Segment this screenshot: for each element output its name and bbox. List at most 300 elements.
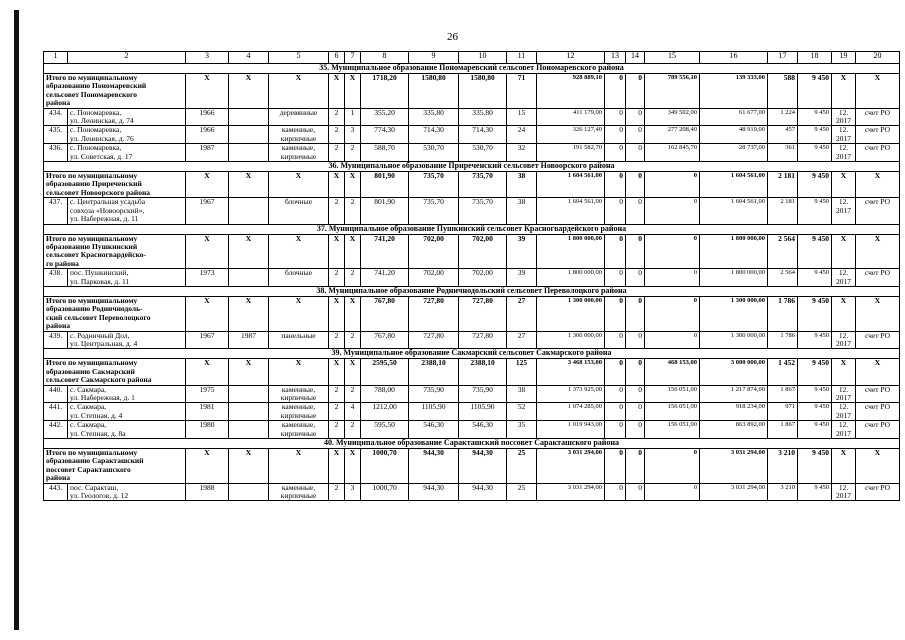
address-cell-line: с. Сакмара, [70, 420, 107, 430]
table-row [44, 269, 900, 287]
scan-left-margin [0, 0, 24, 640]
entrances-cell: 2 [345, 421, 361, 439]
private-area-cell: 530,70 [459, 144, 507, 162]
owners-cell: 48 919,00 [700, 126, 768, 144]
private-area-cell: 735,70 [459, 198, 507, 224]
entrances-cell: 2 [345, 198, 361, 224]
total-x-cell: X [269, 359, 329, 385]
row-number-cell: 441. [44, 403, 68, 421]
total-living-area-cell: 735,70 [409, 172, 459, 198]
address-cell [68, 144, 186, 162]
total-x-cell: X [329, 359, 345, 385]
table-row [44, 108, 900, 126]
column-number-cell: 19 [832, 52, 856, 64]
entrances-cell: 1 [345, 108, 361, 126]
deadline-cell-line: 12. [838, 420, 849, 430]
deadline-cell-line: 12. [838, 331, 849, 340]
build-year-cell: 1967 [186, 198, 229, 224]
deadline-cell [832, 269, 856, 287]
deadline-cell-line: 12. [838, 125, 849, 135]
section-title-row [44, 64, 900, 74]
total-residents-cell: 71 [507, 74, 537, 109]
total-local-cell: 0 [645, 234, 700, 269]
total-cost-cell: 3 031 294,00 [537, 449, 605, 484]
section-title-row [44, 286, 900, 296]
column-number-cell: 8 [361, 52, 409, 64]
living-area-cell: 546,30 [409, 421, 459, 439]
build-year-cell: 1980 [186, 421, 229, 439]
total-private-area-cell: 944,30 [459, 449, 507, 484]
budget-cell: 0 [626, 331, 645, 349]
column-number-cell: 14 [626, 52, 645, 64]
total-name-cell-line: образованию Саракташский [46, 456, 144, 466]
total-x-cell: X [329, 172, 345, 198]
total-name-cell-line: поссовет Саракташского [46, 464, 131, 474]
total-name-cell-line: образованию Приреченский [46, 179, 142, 189]
total-x-cell: X [229, 359, 269, 385]
cost-cell: 1 800 000,00 [537, 269, 605, 287]
unit-cost-cell: 971 [768, 403, 798, 421]
cost-cell: 1 604 561,00 [537, 198, 605, 224]
total-name-cell-line: сельсовет Новоорского района [46, 187, 151, 197]
column-number-cell: 18 [798, 52, 832, 64]
total-name-cell [44, 359, 186, 385]
total-limit-cell: 9 450 [798, 449, 832, 484]
wall-material-cell-line: каменные, [281, 402, 316, 412]
total-name-cell [44, 172, 186, 198]
total-name-cell-line: Итого по муниципальному [46, 358, 138, 368]
method-cell: счет РО [856, 385, 900, 403]
address-cell [68, 269, 186, 287]
address-cell-line: ул. Советская, д. 17 [70, 151, 133, 161]
limit-cell: 9 450 [798, 126, 832, 144]
deadline-cell [832, 108, 856, 126]
total-fund-cell: 0 [605, 234, 626, 269]
section-total-row [44, 296, 900, 331]
unit-cost-cell: 1 224 [768, 108, 798, 126]
total-living-area-cell: 727,80 [409, 296, 459, 331]
total-name-cell-line: сельсовет Красногвардейско- [46, 250, 147, 260]
private-area-cell: 714,30 [459, 126, 507, 144]
area-cell: 595,50 [361, 421, 409, 439]
local-cell: 277 208,40 [645, 126, 700, 144]
total-x-cell: X [186, 449, 229, 484]
total-method-cell: X [856, 172, 900, 198]
total-owners-cell: 1 800 000,00 [700, 234, 768, 269]
total-limit-cell: 9 450 [798, 74, 832, 109]
wall-material-cell-line: каменные, [281, 385, 316, 394]
total-unit-cost-cell: 3 210 [768, 449, 798, 484]
total-x-cell: X [186, 74, 229, 109]
column-number-cell: 3 [186, 52, 229, 64]
total-name-cell-line: сельсовет Пономаревского [46, 89, 137, 99]
unit-cost-cell: 2 564 [768, 269, 798, 287]
section-total-row [44, 234, 900, 269]
wall-material-cell-line: каменные, [281, 125, 316, 135]
area-cell: 767,80 [361, 331, 409, 349]
total-unit-cost-cell: 2 181 [768, 172, 798, 198]
build-year-cell: 1988 [186, 483, 229, 501]
floors-cell: 2 [329, 331, 345, 349]
column-number-cell: 11 [507, 52, 537, 64]
section-total-row [44, 172, 900, 198]
total-private-area-cell: 2388,10 [459, 359, 507, 385]
fund-cell: 0 [605, 385, 626, 403]
deadline-cell [832, 144, 856, 162]
section-total-row [44, 359, 900, 385]
last-repair-year-cell [229, 144, 269, 162]
address-cell-line: ул. Степная, д. 8а [70, 428, 126, 438]
wall-material-cell-line: каменные, [281, 483, 316, 492]
total-local-cell: 0 [645, 449, 700, 484]
cost-cell: 326 127,40 [537, 126, 605, 144]
build-year-cell: 1967 [186, 331, 229, 349]
column-number-cell: 20 [856, 52, 900, 64]
address-cell-line: с. Пономаревка, [70, 143, 122, 153]
total-name-cell-line: ский сельсовет Переволоцкого [46, 312, 151, 322]
residents-cell: 24 [507, 126, 537, 144]
last-repair-year-cell [229, 403, 269, 421]
total-fund-cell: 0 [605, 172, 626, 198]
deadline-cell-line: 2017 [836, 276, 851, 286]
total-name-cell-line: Итого по муниципальному [46, 296, 138, 305]
total-name-cell-line: района [46, 98, 71, 108]
row-number-cell: 437. [44, 198, 68, 224]
total-x-cell: X [186, 359, 229, 385]
unit-cost-cell: 1 786 [768, 331, 798, 349]
living-area-cell: 735,90 [409, 385, 459, 403]
cost-cell: 1 019 943,00 [537, 421, 605, 439]
table-row [44, 331, 900, 349]
total-x-cell: X [345, 296, 361, 331]
section-title: 35. Муниципальное образование Пономаревский сельсовет Пономаревского района [44, 64, 900, 74]
last-repair-year-cell: 1987 [229, 331, 269, 349]
unit-cost-cell: 457 [768, 126, 798, 144]
column-number-cell: 5 [269, 52, 329, 64]
living-area-cell: 702,00 [409, 269, 459, 287]
residents-cell: 25 [507, 483, 537, 501]
total-x-cell: X [269, 296, 329, 331]
entrances-cell: 4 [345, 403, 361, 421]
column-number-cell: 4 [229, 52, 269, 64]
last-repair-year-cell [229, 126, 269, 144]
entrances-cell: 3 [345, 483, 361, 501]
private-area-cell: 702,00 [459, 269, 507, 287]
total-name-cell-line: образованию Пушкинский [46, 241, 138, 251]
owners-cell: 1 604 561,00 [700, 198, 768, 224]
deadline-cell-line: 12. [838, 402, 849, 412]
living-area-cell: 727,80 [409, 331, 459, 349]
fund-cell: 0 [605, 144, 626, 162]
living-area-cell: 1105,90 [409, 403, 459, 421]
residents-cell: 39 [507, 269, 537, 287]
residents-cell: 38 [507, 198, 537, 224]
total-fund-cell: 0 [605, 359, 626, 385]
total-local-cell: 468 153,00 [645, 359, 700, 385]
total-area-cell: 741,20 [361, 234, 409, 269]
scan-edge-shadow [14, 10, 19, 630]
address-cell [68, 126, 186, 144]
local-cell: 162 845,70 [645, 144, 700, 162]
total-owners-cell: 1 300 000,00 [700, 296, 768, 331]
limit-cell: 9 450 [798, 385, 832, 403]
wall-material-cell-line: блочные [284, 268, 313, 278]
address-cell [68, 108, 186, 126]
floors-cell: 2 [329, 385, 345, 403]
total-owners-cell: 139 333,00 [700, 74, 768, 109]
total-residents-cell: 27 [507, 296, 537, 331]
total-residents-cell: 125 [507, 359, 537, 385]
column-number-row [44, 52, 900, 64]
table-body [44, 52, 900, 501]
row-number-cell: 438. [44, 269, 68, 287]
deadline-cell-line: 12. [838, 483, 849, 492]
total-x-cell: X [345, 74, 361, 109]
wall-material-cell [269, 483, 329, 501]
address-cell-line: совхоза «Новоорский», [70, 205, 145, 215]
total-unit-cost-cell: 588 [768, 74, 798, 109]
budget-cell: 0 [626, 126, 645, 144]
total-name-cell [44, 296, 186, 331]
area-cell: 741,20 [361, 269, 409, 287]
wall-material-cell-line: панельные [281, 331, 316, 340]
total-budget-cell: 0 [626, 449, 645, 484]
total-x-cell: X [329, 74, 345, 109]
table-row [44, 144, 900, 162]
total-x-cell: X [229, 234, 269, 269]
unit-cost-cell: 1 867 [768, 421, 798, 439]
column-number-cell: 7 [345, 52, 361, 64]
area-cell: 774,30 [361, 126, 409, 144]
entrances-cell: 2 [345, 269, 361, 287]
address-cell-line: ул. Ленинская, д. 74 [70, 116, 134, 126]
deadline-cell [832, 385, 856, 403]
cost-cell: 1 300 000,00 [537, 331, 605, 349]
area-cell: 801,90 [361, 198, 409, 224]
section-title: 37. Муниципальное образование Пушкинский сельсовет Красногвардейского района [44, 224, 900, 234]
total-deadline-cell: X [832, 234, 856, 269]
total-x-cell: X [329, 296, 345, 331]
owners-cell: 1 300 000,00 [700, 331, 768, 349]
total-name-cell-line: Итого по муниципальному [46, 234, 138, 243]
budget-cell: 0 [626, 483, 645, 501]
wall-material-cell [269, 385, 329, 403]
wall-material-cell [269, 108, 329, 126]
method-cell: счет РО [856, 108, 900, 126]
last-repair-year-cell [229, 108, 269, 126]
owners-cell: 863 892,00 [700, 421, 768, 439]
address-cell-line: ул. Набережная, д. 1 [70, 393, 135, 402]
address-cell-line: пос. Саракташ, [70, 483, 119, 492]
total-fund-cell: 0 [605, 74, 626, 109]
deadline-cell-line: 2017 [836, 393, 851, 402]
total-owners-cell: 1 604 561,00 [700, 172, 768, 198]
cost-cell: 3 031 294,00 [537, 483, 605, 501]
total-living-area-cell: 944,30 [409, 449, 459, 484]
address-cell-line: ул. Набережная, д. 11 [70, 214, 139, 224]
local-cell: 156 051,00 [645, 385, 700, 403]
living-area-cell: 714,30 [409, 126, 459, 144]
limit-cell: 9 450 [798, 403, 832, 421]
address-cell-line: пос. Пушкинский, [70, 268, 129, 278]
deadline-cell-line: 2017 [836, 116, 851, 126]
total-private-area-cell: 702,00 [459, 234, 507, 269]
area-cell: 1000,70 [361, 483, 409, 501]
total-x-cell: X [229, 449, 269, 484]
floors-cell: 2 [329, 108, 345, 126]
private-area-cell: 546,30 [459, 421, 507, 439]
total-x-cell: X [345, 359, 361, 385]
total-x-cell: X [345, 172, 361, 198]
address-cell-line: ул. Парковая, д. 11 [70, 276, 130, 286]
fund-cell: 0 [605, 403, 626, 421]
deadline-cell [832, 403, 856, 421]
address-cell [68, 421, 186, 439]
cost-cell: 1 373 925,00 [537, 385, 605, 403]
wall-material-cell [269, 126, 329, 144]
total-name-cell-line: Итого по муниципальному [46, 73, 138, 82]
wall-material-cell [269, 421, 329, 439]
wall-material-cell-line: кирпичные [280, 151, 317, 161]
total-x-cell: X [269, 234, 329, 269]
total-area-cell: 1718,20 [361, 74, 409, 109]
private-area-cell: 735,90 [459, 385, 507, 403]
section-title-row [44, 349, 900, 359]
deadline-cell-line: 2017 [836, 151, 851, 161]
deadline-cell-line: 12. [838, 197, 849, 207]
method-cell: счет РО [856, 483, 900, 501]
last-repair-year-cell [229, 483, 269, 501]
total-area-cell: 2595,50 [361, 359, 409, 385]
total-unit-cost-cell: 1 452 [768, 359, 798, 385]
total-name-cell-line: образованию Родничнодоль- [46, 304, 143, 314]
total-owners-cell: 3 000 000,00 [700, 359, 768, 385]
total-x-cell: X [186, 234, 229, 269]
last-repair-year-cell [229, 421, 269, 439]
total-owners-cell: 3 031 294,00 [700, 449, 768, 484]
address-cell [68, 198, 186, 224]
total-residents-cell: 25 [507, 449, 537, 484]
total-deadline-cell: X [832, 296, 856, 331]
deadline-cell-line: 2017 [836, 205, 851, 215]
total-deadline-cell: X [832, 449, 856, 484]
wall-material-cell-line: деревянные [279, 108, 318, 117]
owners-cell: 1 800 000,00 [700, 269, 768, 287]
private-area-cell: 727,80 [459, 331, 507, 349]
deadline-cell-line: 2017 [836, 428, 851, 438]
deadline-cell-line: 2017 [836, 410, 851, 420]
total-living-area-cell: 1580,80 [409, 74, 459, 109]
residents-cell: 15 [507, 108, 537, 126]
budget-cell: 0 [626, 198, 645, 224]
table-row [44, 126, 900, 144]
total-x-cell: X [229, 172, 269, 198]
total-x-cell: X [345, 449, 361, 484]
total-x-cell: X [229, 296, 269, 331]
total-name-cell [44, 74, 186, 109]
section-title: 40. Муниципальное образование Саракташский поссовет Саракташского района [44, 439, 900, 449]
total-name-cell-line: го района [46, 258, 79, 268]
wall-material-cell [269, 403, 329, 421]
entrances-cell: 2 [345, 385, 361, 403]
wall-material-cell [269, 331, 329, 349]
column-number-cell: 10 [459, 52, 507, 64]
total-name-cell-line: образованию Пономаревский [46, 81, 147, 91]
local-cell: 156 051,00 [645, 403, 700, 421]
total-deadline-cell: X [832, 74, 856, 109]
residents-cell: 27 [507, 331, 537, 349]
total-budget-cell: 0 [626, 234, 645, 269]
unit-cost-cell: 3 210 [768, 483, 798, 501]
owners-cell: 1 217 874,00 [700, 385, 768, 403]
wall-material-cell-line: кирпичные [280, 428, 317, 438]
wall-material-cell-line: кирпичные [280, 393, 317, 402]
fund-cell: 0 [605, 198, 626, 224]
address-cell [68, 483, 186, 501]
table-row [44, 483, 900, 501]
page-number: 26 [447, 31, 458, 43]
deadline-cell [832, 483, 856, 501]
row-number-cell: 435. [44, 126, 68, 144]
total-cost-cell: 1 300 000,00 [537, 296, 605, 331]
local-cell: 0 [645, 198, 700, 224]
build-year-cell: 1966 [186, 108, 229, 126]
total-name-cell-line: сельсовет Сакмарского района [46, 375, 152, 385]
total-private-area-cell: 1580,80 [459, 74, 507, 109]
deadline-cell-line: 12. [838, 143, 849, 153]
row-number-cell: 434. [44, 108, 68, 126]
total-cost-cell: 3 468 153,00 [537, 359, 605, 385]
deadline-cell-line: 12. [838, 385, 849, 394]
total-x-cell: X [329, 234, 345, 269]
residents-cell: 35 [507, 421, 537, 439]
total-residents-cell: 39 [507, 234, 537, 269]
residents-cell: 52 [507, 403, 537, 421]
total-cost-cell: 928 889,10 [537, 74, 605, 109]
fund-cell: 0 [605, 483, 626, 501]
table-row [44, 421, 900, 439]
address-cell-line: с. Пономаревка, [70, 108, 122, 117]
total-name-cell [44, 449, 186, 484]
total-x-cell: X [269, 449, 329, 484]
address-cell [68, 403, 186, 421]
total-cost-cell: 1 604 561,00 [537, 172, 605, 198]
address-cell-line: с. Центральная усадьба [70, 197, 146, 207]
wall-material-cell-line: каменные, [281, 420, 316, 430]
column-number-cell: 9 [409, 52, 459, 64]
unit-cost-cell: 361 [768, 144, 798, 162]
column-number-cell: 6 [329, 52, 345, 64]
deadline-cell [832, 421, 856, 439]
total-private-area-cell: 735,70 [459, 172, 507, 198]
column-number-cell: 15 [645, 52, 700, 64]
wall-material-cell [269, 198, 329, 224]
total-x-cell: X [329, 449, 345, 484]
deadline-cell [832, 331, 856, 349]
local-cell: 156 051,00 [645, 421, 700, 439]
limit-cell: 9 450 [798, 269, 832, 287]
column-number-cell: 1 [44, 52, 68, 64]
total-x-cell: X [229, 74, 269, 109]
deadline-cell-line: 12. [838, 108, 849, 117]
address-cell [68, 385, 186, 403]
budget-cell: 0 [626, 108, 645, 126]
total-name-cell-line: образованию Сакмарский [46, 366, 135, 376]
column-number-cell: 13 [605, 52, 626, 64]
limit-cell: 9 450 [798, 483, 832, 501]
address-cell-line: ул. Степная, д. 4 [70, 410, 123, 420]
build-year-cell: 1975 [186, 385, 229, 403]
